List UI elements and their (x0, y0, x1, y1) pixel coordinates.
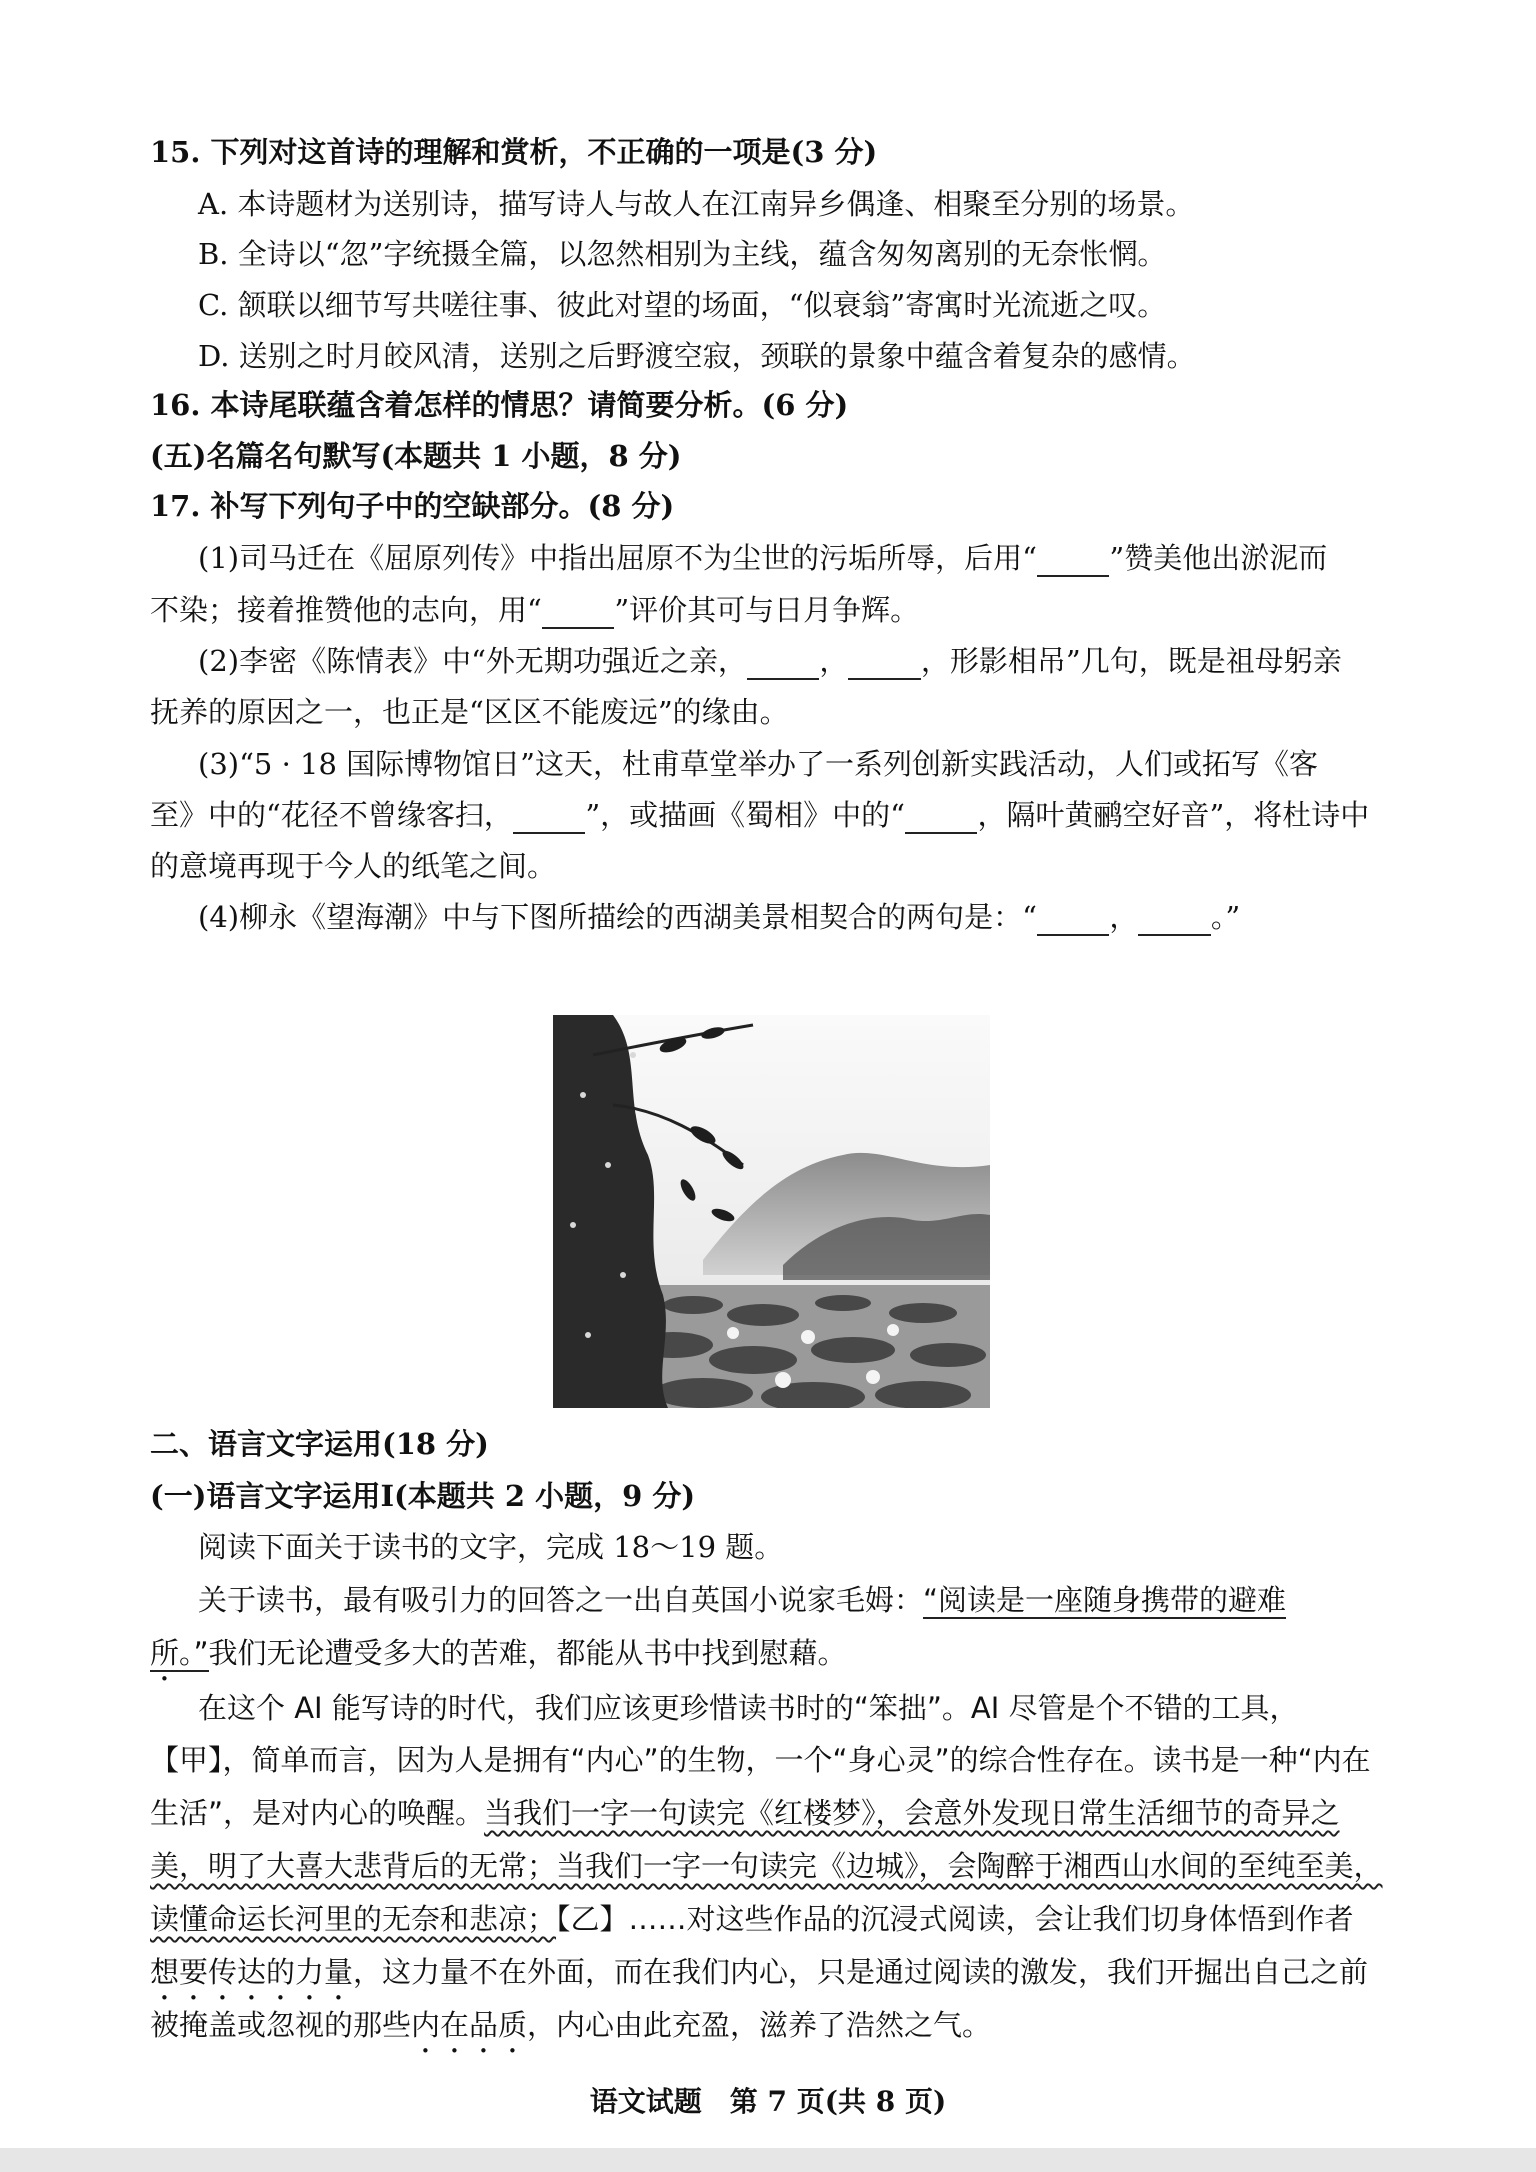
passage-line-6 (150, 1846, 1390, 1886)
passage-text: ，内心由此充盈，滋养了浩然之气。 (527, 2008, 992, 2042)
q17-item1-line1 (198, 538, 1388, 578)
q17-text: ”评价其可与日月争辉。 (614, 593, 920, 627)
passage-text: 被掩盖或忽视的那些 (150, 2008, 412, 2042)
passage-text: 生活”，是对内心的唤醒。 (150, 1796, 485, 1830)
q15-option-c: C. 颔联以细节写共嗟往事、彼此对望的场面，“似衰翁”寄寓时光流逝之叹。 (198, 288, 1167, 322)
q17-text: ，形影相吊”几句，既是祖母躬亲 (920, 644, 1342, 678)
q17-text: 不染；接着推赞他的志向，用“ (150, 593, 542, 627)
q15-option-d: D. 送别之时月皎风清，送别之后野渡空寂，颈联的景象中蕴含着复杂的感情。 (198, 339, 1196, 373)
q17-item2-line2: 抚养的原因之一，也正是“区区不能废远”的缘由。 (150, 695, 789, 729)
answer-blank[interactable] (513, 798, 586, 834)
passage-line-7 (150, 1899, 1390, 1939)
q17-text: ，隔叶黄鹂空好音”，将杜诗中 (977, 798, 1370, 832)
q17-text: 。” (1210, 900, 1241, 934)
passage-text: 关于读书，最有吸引力的回答之一出自英国小说家毛姆： (198, 1583, 924, 1617)
wavy-underlined-text: 美，明了大喜大悲背后的无常；当我们一字一句读完《边城》，会陶醉于湘西山水间的至纯至美， (150, 1849, 1383, 1883)
q15-option-a: A. 本诗题材为送别诗，描写诗人与故人在江南异乡偶逢、相聚至分别的场景。 (198, 187, 1195, 221)
dotted-emphasis: 内在品质 (411, 2008, 528, 2042)
passage-text: 我们无论遭受多大的苦难，都能从书中找到慰藉。 (208, 1636, 847, 1670)
q17-item4-line1 (198, 897, 1388, 937)
passage-line-4: 【甲】，简单而言，因为人是拥有“内心”的生物，一个“身心灵”的综合性存在。读书是一种“内在 (150, 1743, 1371, 1777)
passage-line-9 (150, 2005, 1390, 2060)
passage-line-1 (198, 1580, 1388, 1620)
q17-text: 至》中的“花径不曾缘客扫， (150, 798, 513, 832)
painting-svg (553, 1015, 990, 1408)
q15-stem: 15. 下列对这首诗的理解和赏析，不正确的一项是(3 分) (150, 135, 878, 169)
q17-item3-line2 (150, 795, 1390, 835)
west-lake-painting (553, 1015, 990, 1408)
q17-item1-line2 (150, 590, 1390, 630)
passage-line-8 (150, 1952, 1390, 2007)
q17-text: ， (1109, 900, 1139, 934)
passage-text: 【乙】……对这些作品的沉浸式阅读，会让我们切身体悟到作者 (556, 1902, 1354, 1936)
answer-blank[interactable] (1138, 900, 1211, 936)
passage-line-3: 在这个 AI 能写诗的时代，我们应该更珍惜读书时的“笨拙”。AI 尽管是个不错的工具， (198, 1691, 1299, 1725)
part2-heading: 二、语言文字运用(18 分) (150, 1427, 489, 1461)
q17-text: (1)司马迁在《屈原列传》中指出屈原不为尘世的污垢所辱，后用“ (198, 541, 1037, 575)
q17-text: (2)李密《陈情表》中“外无期功强近之亲， (198, 644, 747, 678)
q15-option-b: B. 全诗以“忽”字统摄全篇，以忽然相别为主线，蕴含匆匆离别的无奈怅惘。 (198, 237, 1167, 271)
answer-blank[interactable] (747, 644, 820, 680)
wavy-underlined-text: 读懂命运长河里的无奈和悲凉； (150, 1902, 557, 1936)
q17-stem: 17. 补写下列句子中的空缺部分。(8 分) (150, 489, 675, 523)
q17-item3-line1: (3)“5 · 18 国际博物馆日”这天，杜甫草堂举办了一系列创新实践活动，人们或拓写《客 (198, 747, 1318, 781)
q17-item3-line3: 的意境再现于今人的纸笔之间。 (150, 849, 557, 883)
passage-line-5 (150, 1793, 1390, 1833)
maugham-quote: “阅读是一座随身携带的避难 (923, 1583, 1287, 1617)
q16-stem: 16. 本诗尾联蕴含着怎样的情思？请简要分析。(6 分) (150, 388, 849, 422)
passage-line-2 (150, 1633, 1390, 1688)
q17-text: ”，或描画《蜀相》中的“ (585, 798, 905, 832)
answer-blank[interactable] (1037, 900, 1110, 936)
dotted-emphasis: 想要传达的力量 (150, 1955, 354, 1989)
page-footer: 语文试题 第 7 页(共 8 页) (589, 2085, 947, 2118)
answer-blank[interactable] (848, 644, 921, 680)
q17-text: (4)柳永《望海潮》中与下图所描绘的西湖美景相契合的两句是：“ (198, 900, 1037, 934)
scan-edge (0, 2148, 1536, 2172)
q17-text: ， (819, 644, 849, 678)
part2-1-heading: (一)语言文字运用Ⅰ(本题共 2 小题，9 分) (150, 1479, 696, 1513)
q17-text: ”赞美他出淤泥而 (1109, 541, 1328, 575)
answer-blank[interactable] (1037, 541, 1110, 577)
answer-blank[interactable] (905, 798, 978, 834)
q17-item2-line1 (198, 641, 1388, 681)
reading-instruction: 阅读下面关于读书的文字，完成 18～19 题。 (198, 1530, 784, 1564)
section5-heading: (五)名篇名句默写(本题共 1 小题，8 分) (150, 439, 682, 473)
passage-text: ，这力量不在外面，而在我们内心，只是通过阅读的激发，我们开掘出自己之前 (353, 1955, 1369, 1989)
maugham-quote-end: 所。” (150, 1636, 209, 1670)
wavy-underlined-text: 当我们一字一句读完《红楼梦》，会意外发现日常生活细节的奇异之 (484, 1796, 1340, 1830)
answer-blank[interactable] (542, 593, 615, 629)
